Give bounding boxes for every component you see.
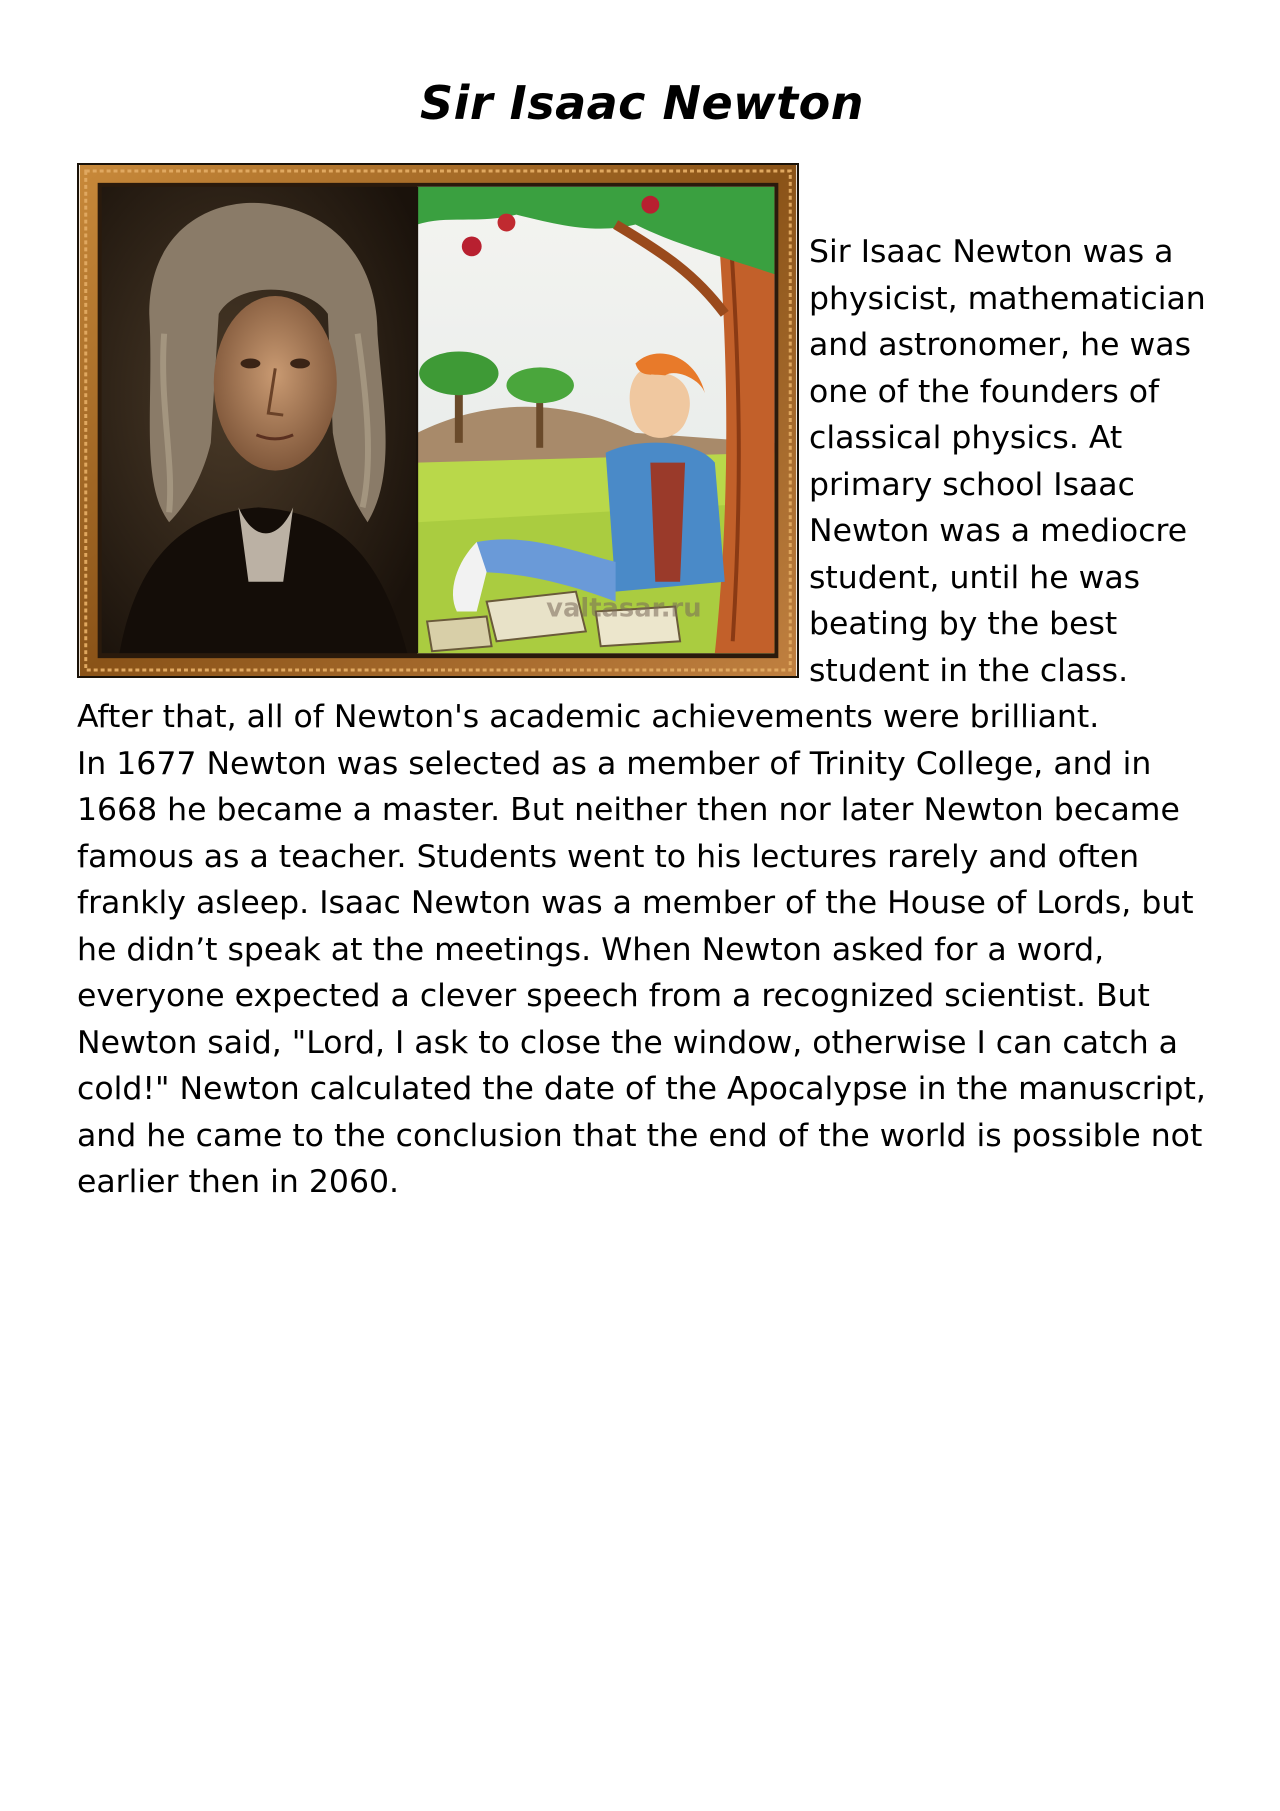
document-page — [77, 0, 1207, 1206]
paragraph-career: In 1677 Newton was selected as a member of Trinity College, and in 1668 he became a master. But neither then nor later Newton became famous as a teacher. Students went to his lectures rarely and often frankly asleep. Isaac Newton was a member of the House of Lords, but he didn’t speak at the meetings. When Newton asked for a word, everyone expected a clever speech from a recognized scientist. But Newton said, "Lord, I ask to close the window, otherwise I can catch a cold!" Newton calculated the date of the Apocalypse in the manuscript, and he came to the conclusion that the end of the world is possible not earlier then in 2060. — [77, 745, 1206, 1200]
paragraph-intro: Sir Isaac Newton was a physicist, mathematician and astronomer, he was one of the founders of classical physics. At primary school Isaac Newton was a mediocre student, until he was beating by the best student in the class. After that, all of Newton's academic achievements were brilliant. — [77, 234, 1206, 735]
newton-illustration — [77, 163, 799, 678]
newton-illustration-svg — [79, 165, 797, 676]
image-watermark: valtasar.ru — [546, 593, 702, 624]
document-body — [77, 163, 1207, 1206]
page-title: Sir Isaac Newton — [420, 76, 864, 130]
